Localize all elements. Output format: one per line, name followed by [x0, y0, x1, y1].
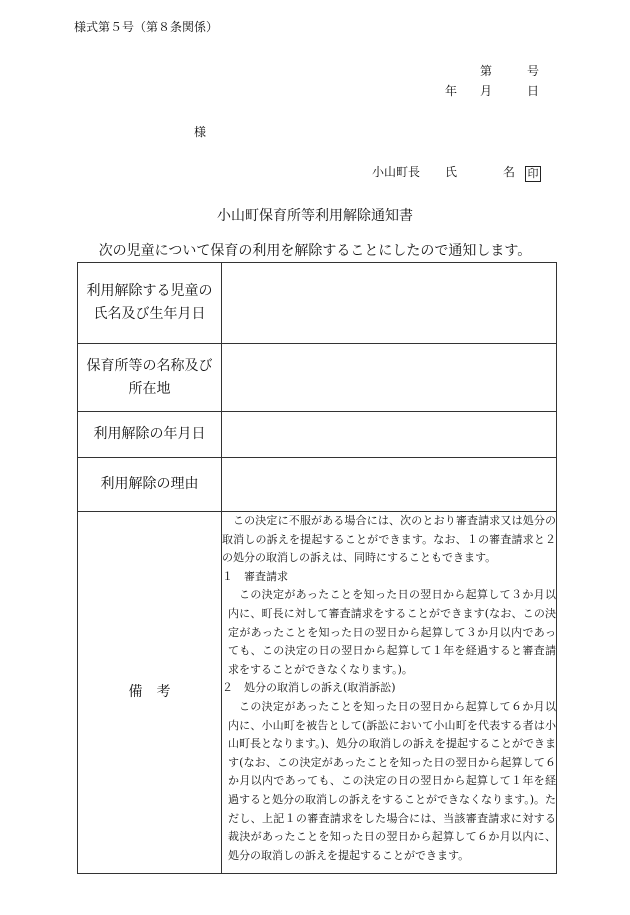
label-line: 利用解除の理由 — [100, 476, 199, 492]
table-row — [78, 512, 557, 874]
sender-shi: 氏 — [445, 165, 458, 179]
number-dai: 第 — [480, 64, 493, 78]
label-line: 保育所等の名称及び — [86, 357, 213, 374]
notes-intro: この決定に不服がある場合には、次のとおり審査請求又は処分の取消しの訴えを提起することができます。なお、１の審査請求と２の処分の取消しの訴えは、同時にすることもできます。 — [222, 514, 556, 565]
row-label-facility — [78, 344, 222, 412]
table-row — [78, 263, 557, 344]
notes-item1-body: この決定があったことを知った日の翌日から起算して３か月以内に、町長に対して審査請求をすることができます(なお、この決定があったことを知った日の翌日から起算して３か月以内であっても、この決定の日の翌日から起算して１年を経過すると審査請求をすることができなくなります。)。 — [228, 588, 556, 676]
addressee-suffix: 様 — [194, 125, 207, 139]
seal-mark: 印 — [525, 166, 541, 182]
date-day: 日 — [527, 84, 540, 98]
document-title: 小山町保育所等利用解除通知書 — [217, 208, 413, 224]
label-line: 所在地 — [128, 380, 171, 397]
row-label-child — [78, 263, 222, 344]
notes-content — [222, 512, 557, 874]
row-value-reason — [222, 458, 557, 512]
row-label-date — [78, 412, 222, 458]
notes-item2-heading: ２ 処分の取消しの訴え(取消訴訟) — [222, 681, 396, 695]
table-row — [78, 458, 557, 512]
label-line: 利用解除の年月日 — [93, 426, 206, 442]
sender-mei: 名 — [503, 165, 516, 179]
notes-item1-heading: １ 審査請求 — [222, 569, 288, 583]
row-value-facility — [222, 344, 557, 412]
notes-item2-body: この決定があったことを知った日の翌日から起算して６か月以内に、小山町を被告として(訴訟において小山町を代表する者は小山町長となります。)、処分の取消しの訴えを提起することができます(なお、この決定があったことを知った日の翌日から起算して６か月以内であっても、この決定の日の翌日から起算して１年を経過すると処分の取消しの訴えをすることができなくなります。)。ただし、上記１の審査請求をした場合には、当該審査請求に対する裁決があったことを知った日の翌日から起算して６か月以内に、処分の取消しの訴えを提起することができます。 — [228, 699, 556, 862]
number-go: 号 — [527, 64, 540, 78]
row-label-reason — [78, 458, 222, 512]
label-line: 氏名及び生年月日 — [93, 306, 206, 322]
intro-text: 次の児童について保育の利用を解除することにしたので通知します。 — [98, 243, 532, 259]
notes-label: 備 考 — [78, 512, 222, 874]
form-number: 様式第５号（第８条関係） — [74, 20, 219, 34]
date-month: 月 — [480, 84, 493, 98]
date-year: 年 — [445, 84, 458, 98]
table-row — [78, 344, 557, 412]
table-row — [78, 412, 557, 458]
row-value-child — [222, 263, 557, 344]
row-value-date — [222, 412, 557, 458]
sender-mayor: 小山町長 — [372, 165, 421, 179]
notice-table — [77, 262, 557, 874]
label-line: 利用解除する児童の — [86, 283, 213, 299]
seal-stamp — [525, 162, 541, 182]
